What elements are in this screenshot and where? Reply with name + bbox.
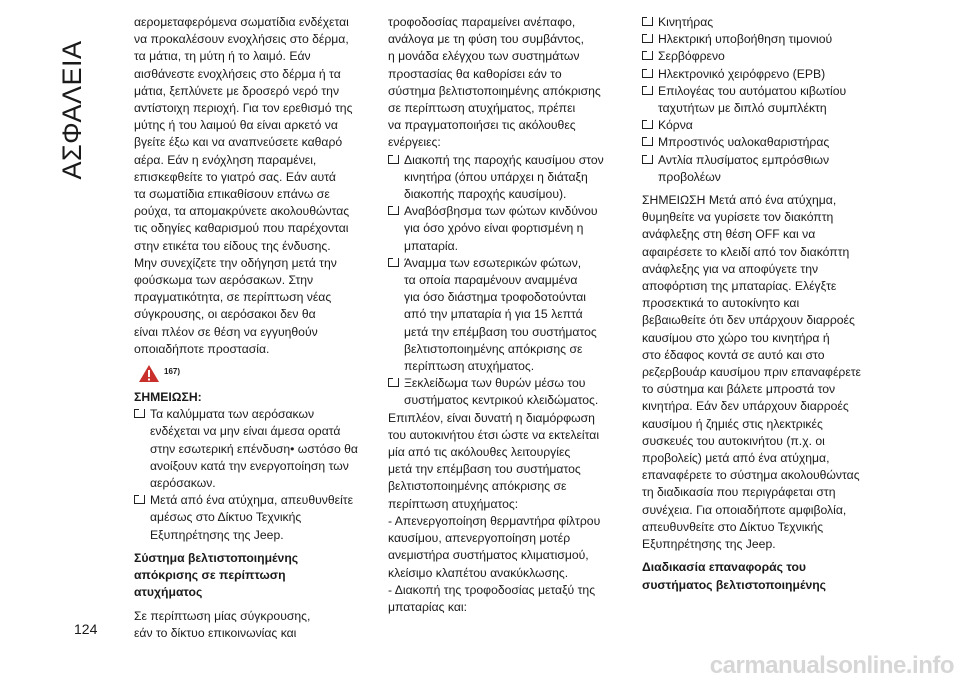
square-bullet-icon [642, 17, 653, 26]
square-bullet-icon [642, 69, 653, 78]
warning-ref-number: 167) [164, 366, 181, 376]
square-bullet-icon [388, 155, 399, 164]
column-1 [134, 14, 366, 642]
col2-paragraph-3: - Απενεργοποίηση θερμαντήρα φίλτρου καυσίμου, απενεργοποίηση μοτέρ ανεμιστήρα συστήματος κλιματισμού, κλείσιμο κλαπέτου ανακύκλωσης. [388, 513, 601, 580]
col3-bullet-4 [642, 66, 876, 83]
col3-section-heading: Διαδικασία επαναφοράς του συστήματος βελτιστοποιημένης [642, 560, 827, 592]
warning-reference [134, 364, 366, 383]
col3-bullet-1 [642, 14, 876, 31]
col3-bullet-7 [642, 134, 876, 151]
col3-bullet-2 [642, 31, 876, 48]
col1-paragraph-1: αερομεταφερόμενα σωματίδια ενδέχεται να προκαλέσουν ενοχλήσεις στο δέρμα, τα μάτια, τη μύτη ή το λαιμό. Εάν αισθάνεστε ενοχλήσεις στο δέρμα ή τα μάτια, ξεπλύνετε με δροσερό νερό την αντίστοιχη περιοχή. Για τον ερεθισμό της μύτης ή του λαιμού θα είναι αρκετό να βγείτε έξω και να αναπνεύσετε καθαρό αέρα. Εάν η ενόχληση παραμένει, επισκεφθείτε το γιατρό σας. Εάν αυτά τα σωματίδια επικαθίσουν επάνω σε ρούχα, τα απομακρύνετε ακολουθώντας τις οδηγίες καθαρισμού που παρέχονται στην ετικέτα του είδους της ένδυσης. Μην συνεχίζετε την οδήγηση μετά την φούσκωμα των αερόσακων. Στην πραγματικότητα, σε περίπτωση νέας σύγκρουσης, οι αερόσακοι δεν θα είναι πλέον σε θέση να εγγυηθούν οποιαδήποτε προστασία. [134, 15, 353, 356]
col3-bullet-7-text: Μπροστινός υαλοκαθαριστήρας [658, 135, 830, 150]
column-3 [642, 14, 876, 594]
col3-bullet-3-text: Σερβόφρενο [658, 49, 725, 64]
section-title [56, 40, 87, 180]
square-bullet-icon [388, 258, 399, 267]
warning-triangle-icon [138, 364, 160, 383]
col3-bullet-6 [642, 117, 876, 134]
col2-bullet-1-text: Διακοπή της παροχής καυσίμου στον κινητήρα (όπου υπάρχει η διάταξη διακοπής παροχής καυσίμου). [404, 152, 604, 202]
col2-bullet-2 [388, 203, 622, 255]
square-bullet-icon [388, 206, 399, 215]
square-bullet-icon [642, 155, 653, 164]
square-bullet-icon [642, 86, 653, 95]
watermark: carmanualsonline.info [709, 652, 954, 679]
col2-bullet-1 [388, 152, 622, 204]
square-bullet-icon [642, 51, 653, 60]
col2-bullet-4 [388, 375, 622, 409]
col1-section-heading: Σύστημα βελτιστοποιημένης απόκρισης σε περίπτωση ατυχήματος [134, 550, 299, 600]
note-heading: ΣΗΜΕΙΩΣΗ: [134, 390, 202, 405]
col2-bullet-3-text: Άναμμα των εσωτερικών φώτων, τα οποία παραμένουν αναμμένα για όσο διάστημα τροφοδοτούνται από την μπαταρία ή για 15 λεπτά μετά την επέμβαση του συστήματος βελτιστοποιημένης απόκρισης σε περίπτωση ατυχήματος. [404, 255, 597, 374]
col3-bullet-4-text: Ηλεκτρονικό χειρόφρενο (EPB) [658, 66, 826, 81]
col3-bullet-1-text: Κινητήρας [658, 15, 714, 29]
square-bullet-icon [134, 495, 145, 504]
square-bullet-icon [388, 378, 399, 387]
square-bullet-icon [642, 34, 653, 43]
section-title-text: ΑΣΦΑΛΕΙΑ [56, 40, 87, 180]
square-bullet-icon [134, 409, 145, 418]
col2-bullet-4-text: Ξεκλείδωμα των θυρών μέσω του συστήματος κεντρικού κλειδώματος. [404, 376, 599, 408]
col3-paragraph-1: ΣΗΜΕΙΩΣΗ Μετά από ένα ατύχημα, θυμηθείτε να γυρίσετε τον διακόπτη ανάφλεξης στη θέση OFF και να αφαιρέσετε το κλειδί από τον διακόπτη ανάφλεξης για να αποφύγετε την αποφόρτιση της μπαταρίας. Ελέγξτε προσεκτικά το αυτοκίνητο και βεβαιωθείτε ότι δεν υπάρχουν διαρροές καυσίμου στο χώρο του κινητήρα ή στο έδαφος κοντά σε αυτό και στο ρεζερβουάρ καυσίμου πριν επαναφέρετε το σύστημα και βάλετε μπροστά τον κινητήρα. Εάν δεν υπάρχουν διαρροές καυσίμου ή ζημιές στις ηλεκτρικές συσκευές του αυτοκινήτου (π.χ. οι προβολείς) μετά από ένα ατύχημα, επαναφέρετε το σύστημα ακολουθώντας τη διαδικασία που περιγράφεται στη συνέχεια. Για οποιαδήποτε αμφιβολία, απευθυνθείτε στο Δίκτυο Τεχνικής Εξυπηρέτησης της Jeep. [642, 193, 861, 552]
col1-bullet-2-text: Μετά από ένα ατύχημα, απευθυνθείτε αμέσως στο Δίκτυο Τεχνικής Εξυπηρέτησης της Jeep. [150, 493, 354, 542]
col2-paragraph-2: Επιπλέον, είναι δυνατή η διαμόρφωση του αυτοκινήτου έτσι ώστε να εκτελείται μία από τις ακόλουθες λειτουργίες μετά την επέμβαση του συστήματος βελτιστοποιημένης απόκρισης σε περίπτωση ατυχήματος: [388, 410, 600, 511]
col1-bullet-1 [134, 406, 366, 492]
page-number: 124 [74, 621, 98, 637]
square-bullet-icon [642, 120, 653, 129]
col3-bullet-2-text: Ηλεκτρική υποβοήθηση τιμονιού [658, 32, 833, 47]
col2-bullet-2-text: Αναβόσβησμα των φώτων κινδύνου για όσο χρόνο είναι φορτισμένη η μπαταρία. [404, 204, 598, 253]
col2-bullet-3 [388, 255, 622, 375]
col1-bullet-1-text: Τα καλύμματα των αερόσακων ενδέχεται να μην είναι άμεσα ορατά στην εσωτερική επένδυση• ωστόσο θα ανοίξουν κατά την ενεργοποίηση των αερόσακων. [150, 407, 358, 491]
square-bullet-icon [642, 137, 653, 146]
col3-bullet-5-text: Επιλογέας του αυτόματου κιβωτίου ταχυτήτων με διπλό συμπλέκτη [658, 83, 847, 116]
col3-bullet-6-text: Κόρνα [658, 118, 693, 133]
col3-bullet-3 [642, 48, 876, 65]
col2-paragraph-1: τροφοδοσίας παραμείνει ανέπαφο, ανάλογα με τη φύση του συμβάντος, η μονάδα ελέγχου των συστημάτων προστασίας θα καθορίσει εάν το σύστημα βελτιστοποιημένης απόκρισης σε περίπτωση ατυχήματος, πρέπει να πραγματοποιήσει τις ακόλουθες ενέργειες: [388, 15, 601, 150]
col3-bullet-8-text: Αντλία πλυσίματος εμπρόσθιων προβολέων [658, 152, 830, 184]
col1-paragraph-2: Σε περίπτωση μίας σύγκρουσης, εάν το δίκτυο επικοινωνίας και [134, 608, 311, 640]
col2-paragraph-4: - Διακοπή της τροφοδοσίας μεταξύ της μπαταρίας και: [388, 582, 596, 614]
col3-bullet-5 [642, 83, 876, 117]
column-2 [388, 14, 622, 616]
col1-bullet-2 [134, 492, 366, 544]
col3-bullet-8 [642, 152, 876, 186]
